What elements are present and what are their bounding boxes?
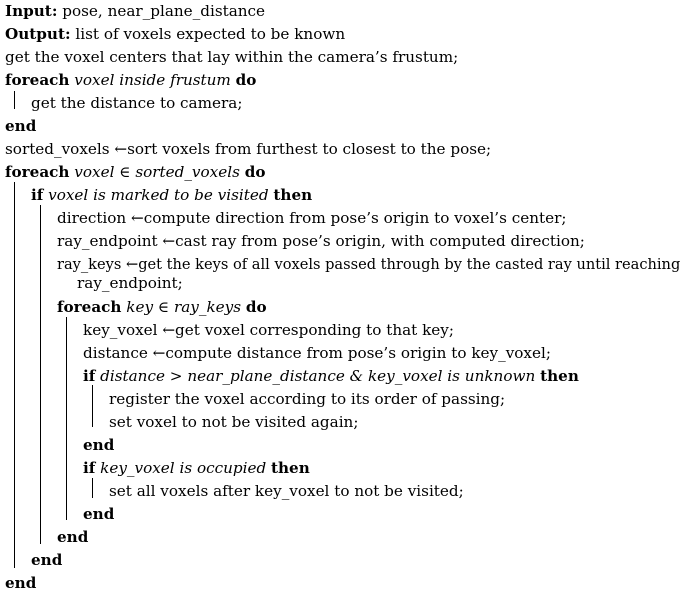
foreach-keyword: foreach [5,163,70,181]
statement-text: set all voxels after key_voxel to not be visited; [109,482,464,500]
statement-line [5,139,491,159]
foreach-line [5,162,265,182]
end-keyword: end [31,551,63,569]
if-keyword: if [83,459,96,477]
block-rule [92,478,93,498]
if-condition: key_voxel is occupied [95,459,271,477]
statement-line [57,208,567,228]
statement-text: set voxel to not be visited again; [109,413,359,431]
block-rule [66,317,67,520]
foreach-line [57,297,267,317]
end-line [5,116,36,136]
statement-text: distance ←compute distance from pose’s origin to key_voxel; [83,344,551,362]
loop-condition: voxel ∈ sorted_voxels [69,163,245,181]
then-keyword: then [271,459,310,477]
statement-line [5,47,458,67]
statement-line [57,231,585,251]
statement-line [83,343,551,363]
statement-text: ray_endpoint ←cast ray from pose’s origin, with computed direction; [57,232,585,250]
if-line [31,185,312,205]
output-line [5,24,345,44]
statement-text: ray_endpoint; [77,274,183,292]
if-keyword: if [31,186,44,204]
if-condition: distance > near_plane_distance & key_voxel is unknown [95,367,541,385]
block-rule [40,205,41,544]
do-keyword: do [245,298,267,316]
loop-condition: voxel inside frustum [69,71,236,89]
if-condition: voxel is marked to be visited [43,186,274,204]
end-line [57,527,88,547]
input-line [5,1,265,21]
foreach-keyword: foreach [5,71,70,89]
if-line [83,458,310,478]
output-text: list of voxels expected to be known [70,25,346,43]
end-line [5,573,36,593]
foreach-keyword: foreach [57,298,122,316]
if-keyword: if [83,367,96,385]
do-keyword: do [244,163,266,181]
block-rule [14,91,15,109]
input-text: pose, near_plane_distance [57,2,266,20]
loop-condition: key ∈ ray_keys [121,298,246,316]
end-keyword: end [57,528,89,546]
statement-text: get the voxel centers that lay within the camera’s frustum; [5,48,459,66]
block-rule [14,182,15,568]
statement-text: get the distance to camera; [31,94,243,112]
statement-text: sorted_voxels ←sort voxels from furthest to closest to the pose; [5,140,492,158]
statement-line [109,481,464,501]
block-rule [92,385,93,427]
then-keyword: then [273,186,313,204]
end-keyword: end [83,505,115,523]
statement-line [109,389,505,409]
end-line [83,504,114,524]
statement-continuation [77,273,183,293]
end-keyword: end [5,117,37,135]
statement-line [83,320,454,340]
end-keyword: end [5,574,37,592]
statement-text: register the voxel according to its order of passing; [109,390,506,408]
statement-line [109,412,358,432]
statement-line [57,254,680,274]
end-line [83,435,114,455]
output-keyword: Output: [5,25,71,43]
statement-text: direction ←compute direction from pose’s origin to voxel’s center; [57,209,567,227]
if-line [83,366,579,386]
statement-text: ray_keys ←get the keys of all voxels passed through by the casted ray until reaching [57,255,680,273]
do-keyword: do [235,71,257,89]
foreach-line [5,70,256,90]
end-keyword: end [83,436,115,454]
statement-text: key_voxel ←get voxel corresponding to that key; [83,321,454,339]
statement-line [31,93,242,113]
then-keyword: then [540,367,579,385]
end-line [31,550,62,570]
input-keyword: Input: [5,2,58,20]
